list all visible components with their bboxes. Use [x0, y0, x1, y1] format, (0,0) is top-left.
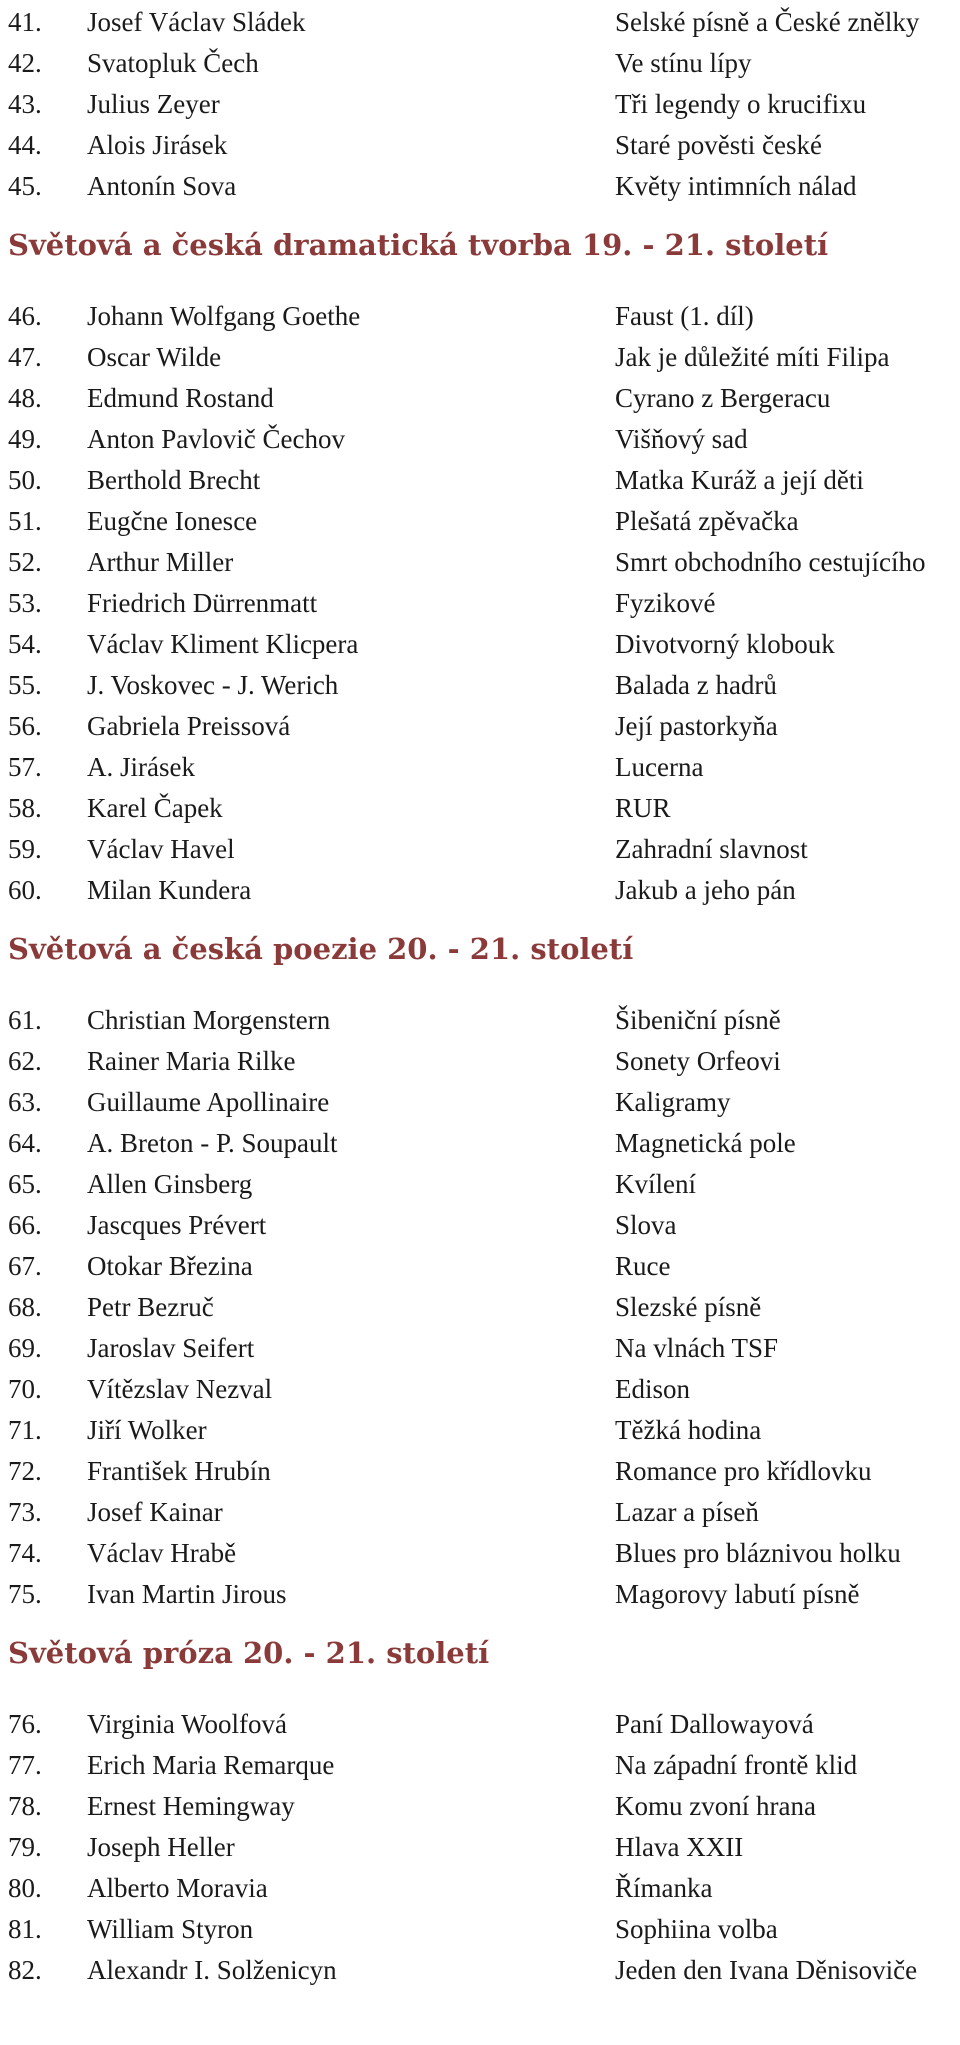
item-number: 65. [8, 1169, 42, 1199]
list-item [0, 166, 960, 207]
list-item [0, 337, 960, 378]
item-author: Václav Havel [87, 834, 235, 864]
list-item [0, 1410, 960, 1451]
list-item [0, 296, 960, 337]
item-title: Matka Kuráž a její děti [615, 465, 864, 495]
item-title: Višňový sad [615, 424, 748, 454]
item-number: 62. [8, 1046, 42, 1076]
item-title: RUR [615, 793, 671, 823]
item-author: Joseph Heller [87, 1832, 235, 1862]
list-item [0, 1328, 960, 1369]
item-title: Jeden den Ivana Děnisoviče [615, 1955, 918, 1985]
item-title: Blues pro bláznivou holku [615, 1538, 901, 1568]
item-number: 74. [8, 1538, 42, 1568]
item-author: Jaroslav Seifert [87, 1333, 255, 1363]
item-author: Milan Kundera [87, 875, 252, 905]
item-author: Svatopluk Čech [87, 48, 259, 78]
item-title: Na vlnách TSF [615, 1333, 778, 1363]
list-item [0, 1786, 960, 1827]
item-number: 59. [8, 834, 42, 864]
item-number: 52. [8, 547, 42, 577]
item-title: Kaligramy [615, 1087, 731, 1117]
item-number: 45. [8, 171, 42, 201]
item-author: Edmund Rostand [87, 383, 274, 413]
item-author: Virginia Woolfová [87, 1709, 287, 1739]
item-title: Sonety Orfeovi [615, 1046, 781, 1076]
item-title: Zahradní slavnost [615, 834, 808, 864]
item-number: 61. [8, 1005, 42, 1035]
item-author: Otokar Březina [87, 1251, 253, 1281]
item-number: 49. [8, 424, 42, 454]
item-number: 64. [8, 1128, 42, 1158]
item-author: Václav Kliment Klicpera [87, 629, 359, 659]
item-author: Erich Maria Remarque [87, 1750, 335, 1780]
item-number: 53. [8, 588, 42, 618]
item-number: 71. [8, 1415, 42, 1445]
item-title: Magnetická pole [615, 1128, 796, 1158]
item-author: Petr Bezruč [87, 1292, 214, 1322]
item-number: 58. [8, 793, 42, 823]
item-title: Fyzikové [615, 588, 716, 618]
item-number: 56. [8, 711, 42, 741]
item-author: Gabriela Preissová [87, 711, 291, 741]
list-item [0, 1123, 960, 1164]
item-number: 57. [8, 752, 42, 782]
item-number: 55. [8, 670, 42, 700]
list-item [0, 84, 960, 125]
list-item [0, 125, 960, 166]
item-title: Sophiina volba [615, 1914, 778, 1944]
list-item [0, 1492, 960, 1533]
section-heading: Světová a česká poezie 20. - 21. století [8, 932, 634, 966]
list-item [0, 378, 960, 419]
item-number: 78. [8, 1791, 42, 1821]
item-number: 67. [8, 1251, 42, 1281]
section-heading: Světová próza 20. - 21. století [8, 1636, 490, 1670]
item-author: František Hrubín [87, 1456, 271, 1486]
item-number: 41. [8, 7, 42, 37]
item-author: Friedrich Dürrenmatt [87, 588, 318, 618]
item-author: Johann Wolfgang Goethe [87, 301, 361, 331]
item-number: 69. [8, 1333, 42, 1363]
item-number: 51. [8, 506, 42, 536]
item-title: Smrt obchodního cestujícího [615, 547, 926, 577]
list-item [0, 1287, 960, 1328]
item-number: 81. [8, 1914, 42, 1944]
item-author: Josef Kainar [87, 1497, 223, 1527]
item-number: 60. [8, 875, 42, 905]
item-number: 42. [8, 48, 42, 78]
item-number: 54. [8, 629, 42, 659]
item-author: Ernest Hemingway [87, 1791, 295, 1821]
list-item [0, 1533, 960, 1574]
item-title: Paní Dallowayová [615, 1709, 814, 1739]
list-item [0, 501, 960, 542]
item-author: Guillaume Apollinaire [87, 1087, 330, 1117]
item-number: 80. [8, 1873, 42, 1903]
item-number: 47. [8, 342, 42, 372]
item-title: Tři legendy o krucifixu [615, 89, 867, 119]
item-author: Alexandr I. Solženicyn [87, 1955, 337, 1985]
list-item [0, 1000, 960, 1041]
list-item [0, 43, 960, 84]
list-item [0, 1082, 960, 1123]
item-title: Lazar a píseň [615, 1497, 759, 1527]
list-item [0, 1369, 960, 1410]
item-number: 68. [8, 1292, 42, 1322]
item-author: Rainer Maria Rilke [87, 1046, 296, 1076]
item-author: Oscar Wilde [87, 342, 222, 372]
item-number: 63. [8, 1087, 42, 1117]
item-author: J. Voskovec - J. Werich [87, 670, 339, 700]
item-author: Julius Zeyer [87, 89, 220, 119]
item-title: Faust (1. díl) [615, 301, 754, 331]
item-number: 44. [8, 130, 42, 160]
item-number: 76. [8, 1709, 42, 1739]
item-number: 75. [8, 1579, 42, 1609]
item-author: Eugčne Ionesce [87, 506, 258, 536]
list-item [0, 542, 960, 583]
item-title: Ruce [615, 1251, 671, 1281]
item-author: A. Jirásek [87, 752, 195, 782]
list-item [0, 1745, 960, 1786]
list-item [0, 829, 960, 870]
item-author: Vítězslav Nezval [87, 1374, 273, 1404]
item-title: Jakub a jeho pán [615, 875, 796, 905]
item-title: Staré pověsti české [615, 130, 822, 160]
section-heading: Světová a česká dramatická tvorba 19. - 21. století [8, 228, 829, 262]
item-title: Lucerna [615, 752, 704, 782]
item-author: Václav Hrabě [87, 1538, 237, 1568]
item-title: Jak je důležité míti Filipa [615, 342, 890, 372]
list-item [0, 2, 960, 43]
item-number: 70. [8, 1374, 42, 1404]
list-item [0, 1451, 960, 1492]
list-item [0, 419, 960, 460]
item-title: Romance pro křídlovku [615, 1456, 872, 1486]
list-item [0, 1909, 960, 1950]
item-title: Ve stínu lípy [615, 48, 752, 78]
item-number: 72. [8, 1456, 42, 1486]
list-item [0, 1827, 960, 1868]
list-item [0, 747, 960, 788]
list-item [0, 1164, 960, 1205]
item-title: Edison [615, 1374, 691, 1404]
list-item [0, 1950, 960, 1991]
item-title: Slova [615, 1210, 677, 1240]
item-author: Arthur Miller [87, 547, 234, 577]
item-title: Plešatá zpěvačka [615, 506, 799, 536]
item-title: Slezské písně [615, 1292, 762, 1322]
list-item [0, 1574, 960, 1615]
list-item [0, 1704, 960, 1745]
item-title: Na západní frontě klid [615, 1750, 858, 1780]
item-author: Josef Václav Sládek [87, 7, 306, 37]
item-author: Anton Pavlovič Čechov [87, 424, 345, 454]
item-number: 46. [8, 301, 42, 331]
item-title: Hlava XXII [615, 1832, 744, 1862]
item-author: Alois Jirásek [87, 130, 228, 160]
item-author: A. Breton - P. Soupault [87, 1128, 338, 1158]
item-title: Kvílení [615, 1169, 696, 1199]
list-item [0, 706, 960, 747]
item-title: Šibeniční písně [615, 1005, 781, 1035]
list-item [0, 1205, 960, 1246]
item-title: Magorovy labutí písně [615, 1579, 860, 1609]
item-author: Jiří Wolker [87, 1415, 207, 1445]
item-title: Komu zvoní hrana [615, 1791, 816, 1821]
item-title: Římanka [615, 1873, 713, 1903]
item-author: William Styron [87, 1914, 254, 1944]
item-number: 48. [8, 383, 42, 413]
list-item [0, 870, 960, 911]
item-number: 73. [8, 1497, 42, 1527]
list-item [0, 583, 960, 624]
item-number: 50. [8, 465, 42, 495]
list-item [0, 460, 960, 501]
list-item [0, 624, 960, 665]
item-author: Allen Ginsberg [87, 1169, 253, 1199]
item-number: 66. [8, 1210, 42, 1240]
item-title: Těžká hodina [615, 1415, 762, 1445]
item-title: Divotvorný klobouk [615, 629, 835, 659]
list-item [0, 665, 960, 706]
item-title: Selské písně a České znělky [615, 7, 920, 37]
item-author: Berthold Brecht [87, 465, 261, 495]
list-item [0, 1041, 960, 1082]
item-number: 82. [8, 1955, 42, 1985]
item-title: Cyrano z Bergeracu [615, 383, 831, 413]
list-item [0, 1246, 960, 1287]
list-item [0, 1868, 960, 1909]
item-title: Květy intimních nálad [615, 171, 857, 201]
item-title: Balada z hadrů [615, 670, 777, 700]
item-number: 43. [8, 89, 42, 119]
item-number: 77. [8, 1750, 42, 1780]
item-author: Karel Čapek [87, 793, 223, 823]
list-item [0, 788, 960, 829]
item-author: Antonín Sova [87, 171, 237, 201]
item-author: Jascques Prévert [87, 1210, 267, 1240]
item-number: 79. [8, 1832, 42, 1862]
item-author: Alberto Moravia [87, 1873, 268, 1903]
item-author: Christian Morgenstern [87, 1005, 331, 1035]
item-title: Její pastorkyňa [615, 711, 778, 741]
item-author: Ivan Martin Jirous [87, 1579, 287, 1609]
